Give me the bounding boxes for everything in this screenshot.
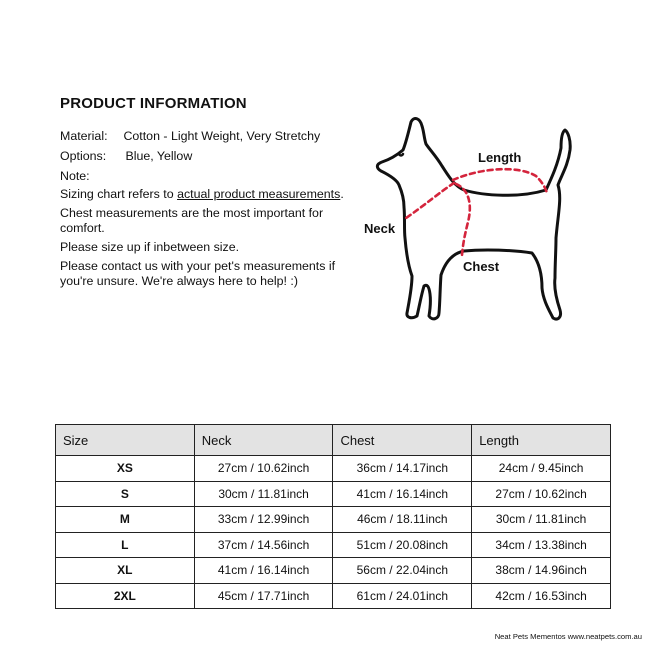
neck-cell: 33cm / 12.99inch — [194, 507, 333, 533]
size-cell: S — [56, 481, 195, 507]
product-information — [60, 96, 360, 293]
length-cell: 30cm / 11.81inch — [472, 507, 611, 533]
neck-label: Neck — [364, 221, 396, 236]
page-title: PRODUCT INFORMATION — [60, 95, 247, 112]
table-row — [56, 507, 611, 533]
header-neck: Neck — [194, 425, 333, 456]
length-cell: 27cm / 10.62inch — [472, 481, 611, 507]
table-row — [56, 583, 611, 609]
chest-cell: 61cm / 24.01inch — [333, 583, 472, 609]
neck-cell: 27cm / 10.62inch — [194, 456, 333, 482]
size-cell: XS — [56, 456, 195, 482]
note-chest: Chest measurements are the most important for comfort. — [60, 206, 324, 235]
note-size-up: Please size up if inbetween size. — [60, 240, 240, 254]
dog-measurement-diagram — [360, 110, 590, 330]
neck-measure-line — [406, 183, 454, 218]
size-cell: M — [56, 507, 195, 533]
chest-cell: 46cm / 18.11inch — [333, 507, 472, 533]
eye-icon — [399, 154, 403, 156]
table-row — [56, 481, 611, 507]
chest-cell: 41cm / 16.14inch — [333, 481, 472, 507]
neck-cell: 37cm / 14.56inch — [194, 532, 333, 558]
size-cell: L — [56, 532, 195, 558]
chest-label: Chest — [463, 259, 500, 274]
note-sizing-text: Sizing chart refers to — [60, 187, 178, 201]
chest-measure-line — [456, 184, 470, 255]
header-size: Size — [56, 425, 195, 456]
neck-cell: 30cm / 11.81inch — [194, 481, 333, 507]
header-length: Length — [472, 425, 611, 456]
note-sizing-end: . — [340, 187, 344, 201]
note-sizing-emphasis: actual product measurements — [177, 187, 341, 201]
length-cell: 34cm / 13.38inch — [472, 532, 611, 558]
length-cell: 38cm / 14.96inch — [472, 558, 611, 584]
header-chest: Chest — [333, 425, 472, 456]
neck-cell: 41cm / 16.14inch — [194, 558, 333, 584]
note-label: Note: — [60, 169, 90, 183]
length-cell: 42cm / 16.53inch — [472, 583, 611, 609]
table-row — [56, 558, 611, 584]
table-header-row — [56, 425, 611, 456]
material-label: Material: — [60, 129, 108, 143]
length-label: Length — [478, 150, 522, 165]
material-row — [60, 129, 360, 144]
chest-cell: 36cm / 14.17inch — [333, 456, 472, 482]
options-label: Options: — [60, 149, 107, 163]
size-cell: XL — [56, 558, 195, 584]
chest-cell: 51cm / 20.08inch — [333, 532, 472, 558]
size-chart-table — [55, 424, 611, 609]
note-row — [60, 169, 360, 184]
neck-cell: 45cm / 17.71inch — [194, 583, 333, 609]
size-cell: 2XL — [56, 583, 195, 609]
material-value: Cotton - Light Weight, Very Stretchy — [123, 129, 321, 143]
length-cell: 24cm / 9.45inch — [472, 456, 611, 482]
options-row — [60, 149, 360, 164]
note-sizing — [60, 187, 360, 202]
table-row — [56, 532, 611, 558]
table-row — [56, 456, 611, 482]
options-value: Blue, Yellow — [125, 149, 193, 163]
footer-credit: Neat Pets Mementos www.neatpets.com.au — [494, 632, 642, 641]
chest-cell: 56cm / 22.04inch — [333, 558, 472, 584]
note-contact: Please contact us with your pet's measurements if you're unsure. We're always here to help! :) — [60, 259, 336, 288]
